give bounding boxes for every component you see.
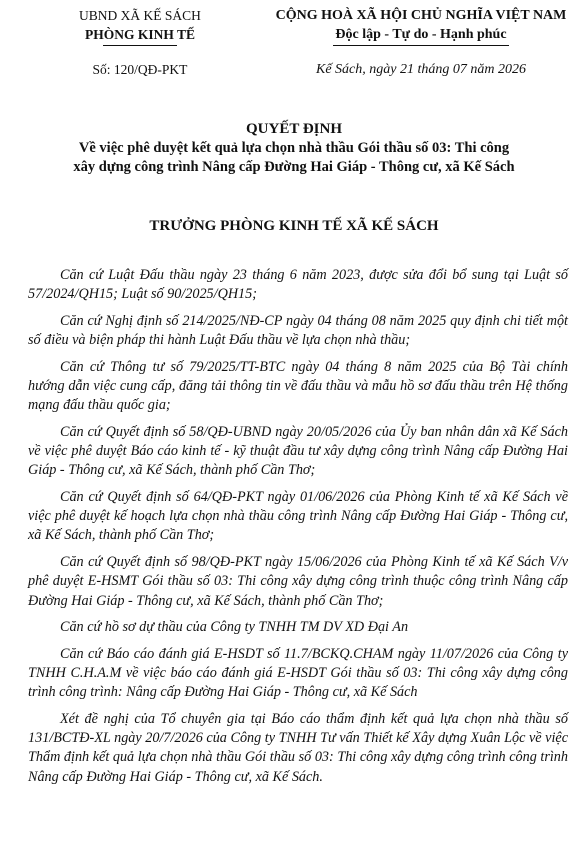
decision-subject-line-2: xây dựng công trình Nâng cấp Đường Hai Giáp - Thông cư, xã Kế Sách [73, 159, 515, 175]
issuing-authority-block [40, 6, 240, 79]
legal-basis-paragraph: Xét đề nghị của Tổ chuyên gia tại Báo cáo thẩm định kết quả lựa chọn nhà thầu số 131/BCTĐ-XL ngày 20/7/2026 của Công ty TNHH Tư vấn Thiết kế Xây dựng Xuân Lộc về việc Thẩm định kết quả lựa chọn nhà thầu Gói thầu số 03: Thi công xây dựng công trình công trình Nâng cấp Đường Hai Giáp - Thông cư, xã Kế Sách. [28, 711, 568, 785]
legal-basis-paragraph: Căn cứ hồ sơ dự thầu của Công ty TNHH TM DV XD Đại An [60, 619, 409, 636]
national-motto: Độc lập - Tự do - Hạnh phúc [335, 27, 507, 42]
legal-basis-paragraph: Căn cứ Nghị định số 214/2025/NĐ-CP ngày 04 tháng 08 năm 2025 quy định chi tiết một số điều và biện pháp thi hành Luật Đấu thầu về lựa chọn nhà thầu; [28, 312, 568, 349]
signing-authority: TRƯỞNG PHÒNG KINH TẾ XÃ KẾ SÁCH [149, 218, 439, 234]
document-kind: QUYẾT ĐỊNH [246, 121, 342, 137]
legal-basis-list [28, 266, 568, 794]
agency-name: UBND XÃ KẾ SÁCH [79, 8, 201, 23]
department-name: PHÒNG KINH TẾ [84, 27, 196, 42]
department-underline [103, 45, 177, 46]
legal-basis-paragraph: Căn cứ Quyết định số 64/QĐ-PKT ngày 01/06/2026 của Phòng Kinh tế xã Kế Sách về việc phê duyệt kế hoạch lựa chọn nhà thầu công trình Nâng cấp Đường Hai Giáp - Thông cư, xã Kế Sách, thành phố Cần Thơ; [28, 489, 568, 544]
place-date-line: Kế Sách, ngày 21 tháng 07 năm 2026 [316, 62, 526, 77]
decision-title-block [20, 120, 568, 177]
legal-basis-paragraph: Căn cứ Quyết định số 98/QĐ-PKT ngày 15/06/2026 của Phòng Kinh tế xã Kế Sách V/v phê duyệt E-HSMT Gói thầu số 03: Thi công xây dựng công trình thuộc công trình Nâng cấp Đường Hai Giáp - Thông cư, xã Kế Sách, thành phố Cần Thơ; [28, 554, 568, 609]
legal-basis-paragraph: Căn cứ Thông tư số 79/2025/TT-BTC ngày 04 tháng 8 năm 2025 của Bộ Tài chính hướng dẫn việc cung cấp, đăng tải thông tin về đấu thầu và mẫu hồ sơ đấu thầu trên Hệ thống mạng đấu thầu quốc gia; [28, 358, 568, 414]
legal-basis-paragraph: Căn cứ Quyết định số 58/QĐ-UBND ngày 20/05/2026 của Ủy ban nhân dân xã Kế Sách về việc phê duyệt Báo cáo kinh tế - kỹ thuật đầu tư xây dựng công trình Nâng cấp Đường Hai Giáp - Thông cư, xã Kế Sách, thành phố Cần Thơ; [28, 423, 568, 479]
document-number: Số: 120/QĐ-PKT [92, 62, 188, 77]
legal-basis-paragraph: Căn cứ Luật Đấu thầu ngày 23 tháng 6 năm 2023, được sửa đổi bổ sung tại Luật số 57/2024/QH15; Luật số 90/2025/QH15; [28, 267, 568, 303]
decision-subject-line-1: Về việc phê duyệt kết quả lựa chọn nhà thầu Gói thầu số 03: Thi công [78, 140, 510, 156]
motto-underline [333, 45, 509, 46]
legal-basis-paragraph: Căn cứ Báo cáo đánh giá E-HSDT số 11.7/BCKQ.CHAM ngày 11/07/2026 của Công ty TNHH C.H.A.M về việc báo cáo đánh giá E-HSDT Gói thầu số 03: Thi công xây dựng công trình công trình: Nâng cấp Đường Hai Giáp - Thông cư, xã Kế Sách [28, 645, 568, 701]
national-header-block [262, 6, 580, 79]
nation-name: CỘNG HOÀ XÃ HỘI CHỦ NGHĨA VIỆT NAM [275, 8, 567, 23]
